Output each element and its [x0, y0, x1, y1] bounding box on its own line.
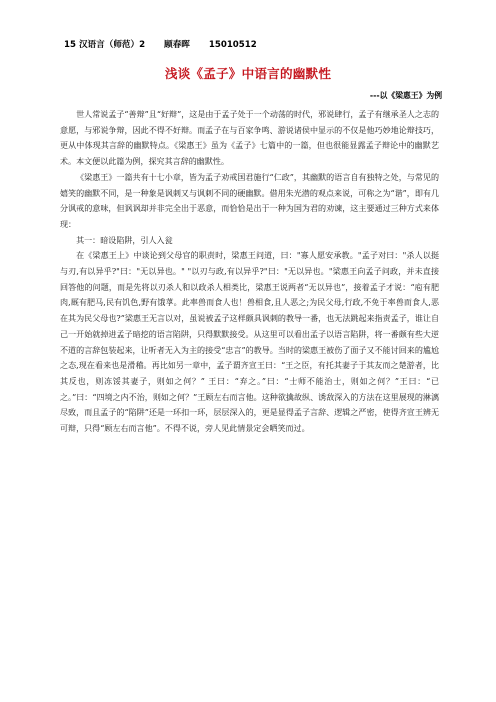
- student-name: 顾春晖: [164, 40, 190, 50]
- document-subtitle: ---以《梁惠王》为例: [369, 91, 442, 100]
- document-body: [60, 107, 439, 437]
- paragraph: 《梁惠王》一篇共有十七小章，皆为孟子劝戒国君施行“仁政”，其幽默的语言自有独特之处，与常见的嬉笑的幽默不同，是一种象是讽刺又与讽刺不同的硬幽默。借用朱光潜的观点来说，可称之为“谐”，即有几分讽戒的意味，但讽讽却并非完全出于恶意，而恰恰是出于一种为国为君的劝谏，这主要通过三种方式来体现：: [60, 172, 439, 229]
- paragraph: 在《梁惠王上》中谈论到父母官的职责时，梁惠王问道，曰："寡人愿安承教。"孟子对曰："杀人以挺与刃,有以异乎?"曰："无以异也。" "以刃与政,有以异乎?"曰："无以异也。"梁惠王向孟子问政，并未直接回答他的问题，而是先将以刃杀人和以政杀人相类比，梁惠王说两者“无以异也”，接着孟子才说：“庖有肥肉,厩有肥马,民有饥色,野有饿莩。此率兽而食人也！兽相食,且人恶之;为民父母,行政,不免于率兽而食人,恶在其为民父母也?”梁惠王无言以对，虽说被孟子这样颇具讽刺的教导一番，也无法跳起来指责孟子，谁让自己一开始就掉进孟子暗挖的语言陷阱，只得默默接受。从这里可以看出孟子以语言陷阱，将一番颇有些大逆不道的言辞包装起来，让听者无入为主的接受“忠言”的教导。当时的梁惠王被伤了面子又不能讨回来的尴尬之态,现在看来也是滑稽。再比如另一章中，孟子谓齐宣王曰：“王之臣，有托其妻子于其友而之楚游者，比其反也，则冻馁其妻子，则如之何？” 王曰：“弃之。”曰：“士师不能治士，则如之何？”王曰：“已之。”曰：“四境之内不治，则如之何？”王顾左右而言他。这种欲擒故纵、诱敌深入的方法在这里展现的淋漓尽致，而且孟子的“陷阱”还是一环扣一环，层层深入的，更是显得孟子言辞、逻辑之严密，使得齐宣王辨无可辩，只得“顾左右而言他”。不得不说，旁人见此情景定会哂笑而过。: [60, 251, 439, 434]
- section-heading: 其一：暗设陷阱，引人入瓮: [76, 235, 173, 245]
- document-title: 浅谈《孟子》中语言的幽默性: [164, 66, 332, 81]
- student-info-header: [64, 38, 273, 50]
- paragraph: 世人常说孟子“善辩”且“好辩”，这是由于孟子处于一个动荡的时代，邪说肆行，孟子有继承圣人之志的意愿，与邪说争辩，因此不得不好辩。而孟子在与百家争鸣、游说诸侯中显示的不仅是他巧妙地论辩技巧，更从中体现其言辞的幽默特点。《梁惠王》虽为《孟子》七篇中的一篇，但也很能显露孟子辩论中的幽默艺术。本文便以此篇为例，探究其言辞的幽默性。: [60, 110, 439, 167]
- student-id: 15010512: [208, 40, 257, 50]
- class-label: 15 汉语言（师范）2: [64, 40, 146, 50]
